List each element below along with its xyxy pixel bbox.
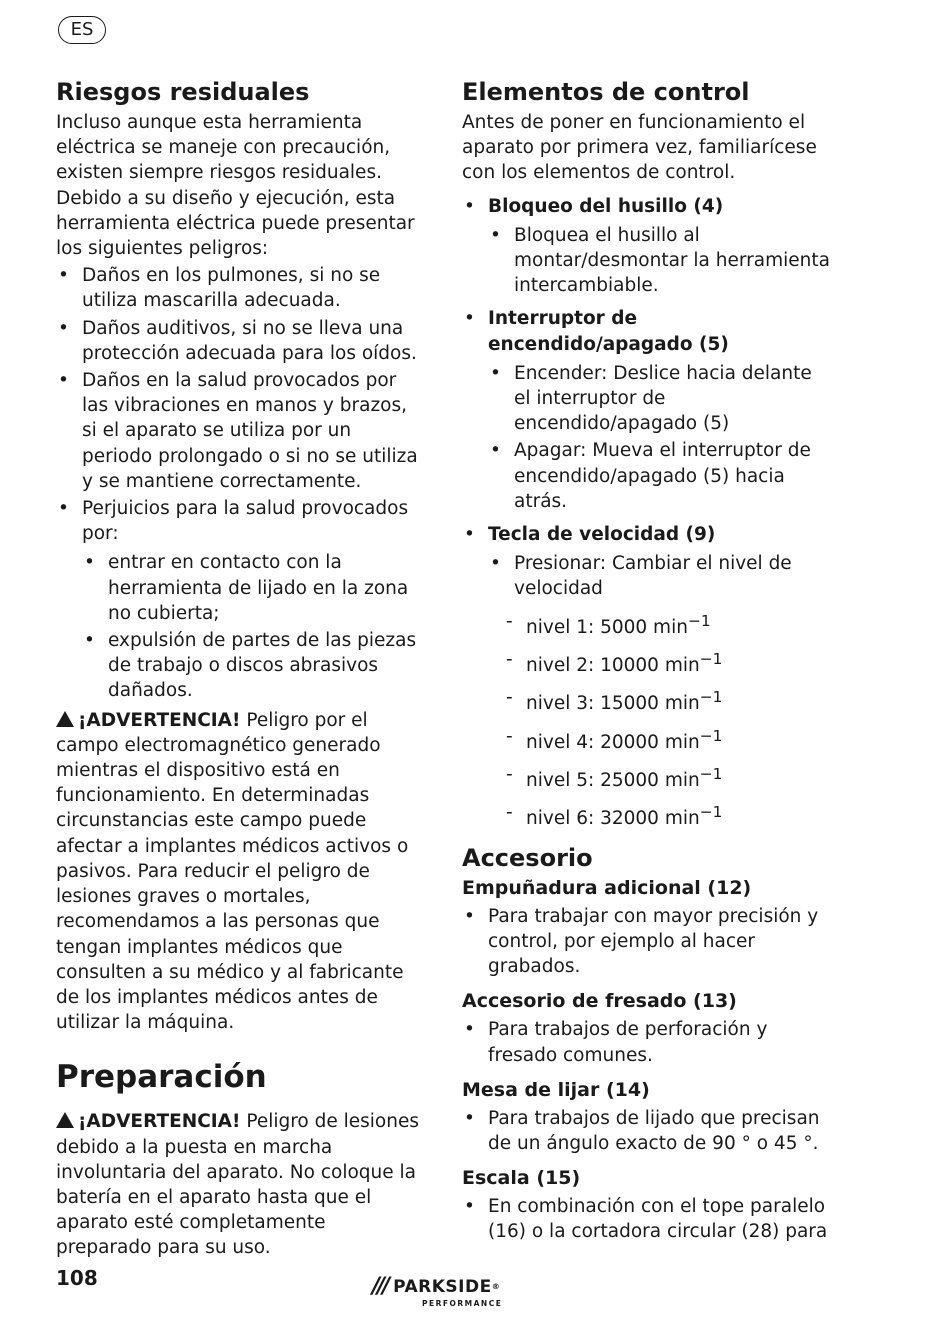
control-interruptor — [462, 306, 834, 514]
speed-level-text: nivel 6: 32000 min — [526, 808, 700, 830]
list-item: • Daños en la salud provocados por las vibraciones en manos y brazos, si el aparato se utiliza por un periodo prolongado o si no se utiliza y se mantiene correctamente. — [56, 368, 426, 494]
control-sublist — [488, 223, 834, 299]
language-badge: ES — [58, 16, 106, 44]
list-item-text: Perjuicios para la salud provocados por: — [82, 498, 409, 545]
controls-list — [462, 194, 834, 602]
list-item: • Para trabajar con mayor precisión y control, por ejemplo al hacer grabados. — [462, 904, 834, 980]
list-item: • Bloquea el husillo al montar/desmontar la herramienta intercambiable. — [488, 223, 834, 299]
warning-label: ¡ADVERTENCIA! — [78, 1111, 241, 1133]
right-column — [462, 76, 834, 1246]
warning-text: Peligro por el campo electromagnético generado mientras el dispositivo está en funcionamiento. En determinadas circunstancias este campo puede afectar a implantes médicos activos o pasivos. Para reducir el peligro de lesiones graves o mortales, recomendamos a las personas que tengan implantes médicos que consulten a su médico y al fabricante de los implantes médicos antes de utilizar la máquina. — [56, 709, 409, 1034]
warning-startup — [56, 1109, 426, 1260]
subheading-fresado: Accesorio de fresado (13) — [462, 990, 737, 1013]
speed-level — [462, 724, 834, 755]
list-item: • entrar en contacto con la herramienta de lijado en la zona no cubierta; — [82, 550, 426, 626]
speed-level-text: nivel 5: 25000 min — [526, 770, 700, 792]
speed-level — [462, 800, 834, 831]
brand-text: PARKSIDE — [393, 1277, 492, 1297]
logo-subbrand: PERFORMANCE — [422, 1299, 503, 1308]
heading-preparacion: Preparación — [56, 1059, 267, 1096]
speed-level — [462, 762, 834, 793]
speed-level-text: nivel 2: 10000 min — [526, 655, 700, 677]
control-title: Bloqueo del husillo (4) — [488, 195, 724, 217]
exponent: −1 — [699, 688, 723, 707]
riesgos-intro: Incluso aunque esta herramienta eléctrica se maneje con precaución, existen siempre riesgos residuales. Debido a su diseño y ejecución, esta herramienta eléctrica puede presentar los siguientes peligros: — [56, 112, 415, 260]
speed-level — [462, 647, 834, 678]
list-item: • En combinación con el tope paralelo (16) o la cortadora circular (28) para — [462, 1194, 834, 1244]
registered-mark: ® — [491, 1282, 501, 1291]
control-bloqueo — [462, 194, 834, 299]
control-title: Interruptor de encendido/apagado (5) — [488, 308, 729, 355]
speed-level — [462, 685, 834, 716]
list-item: • Para trabajos de lijado que precisan de un ángulo exacto de 90 ° o 45 °. — [462, 1106, 834, 1156]
warning-text: Peligro de lesiones debido a la puesta en marcha involuntaria del aparato. No coloque la batería en el aparato hasta que el aparato esté completamente preparado para su uso. — [56, 1111, 419, 1259]
speed-level-text: nivel 1: 5000 min — [526, 616, 688, 638]
logo-slashes-icon: /// — [372, 1274, 388, 1299]
exponent: −1 — [699, 803, 723, 822]
speed-levels-list — [462, 609, 834, 832]
list-item: • expulsión de partes de las piezas de trabajo o discos abrasivos dañados. — [82, 628, 426, 704]
left-column — [56, 76, 426, 1261]
page-number: 108 — [56, 1266, 98, 1290]
elementos-intro: Antes de poner en funcionamiento el aparato por primera vez, familiarícese con los elementos de control. — [462, 112, 817, 184]
control-title: Tecla de velocidad (9) — [488, 524, 716, 546]
mesa-list — [462, 1106, 834, 1156]
parkside-logo — [372, 1274, 503, 1308]
list-item: • Apagar: Mueva el interruptor de encendido/apagado (5) hacia atrás. — [488, 438, 834, 514]
heading-elementos: Elementos de control — [462, 78, 750, 106]
logo-brand — [393, 1276, 500, 1298]
fresado-list — [462, 1017, 834, 1067]
list-item: • Encender: Deslice hacia delante el interruptor de encendido/apagado (5) — [488, 361, 834, 437]
exponent: −1 — [699, 765, 723, 784]
speed-level-text: nivel 3: 15000 min — [526, 693, 700, 715]
subheading-escala: Escala (15) — [462, 1167, 581, 1190]
heading-accesorio: Accesorio — [462, 843, 593, 872]
control-sublist — [488, 551, 834, 601]
exponent: −1 — [687, 611, 711, 630]
control-sublist — [488, 361, 834, 514]
control-tecla — [462, 522, 834, 602]
exponent: −1 — [699, 650, 723, 669]
riesgos-list — [56, 263, 426, 703]
list-item: • Para trabajos de perforación y fresado comunes. — [462, 1017, 834, 1067]
list-item: • Daños en los pulmones, si no se utiliza mascarilla adecuada. — [56, 263, 426, 313]
perjuicios-sublist — [82, 550, 426, 703]
heading-riesgos: Riesgos residuales — [56, 78, 310, 106]
subheading-empunadura: Empuñadura adicional (12) — [462, 876, 752, 899]
speed-level-text: nivel 4: 20000 min — [526, 731, 700, 753]
warning-label: ¡ADVERTENCIA! — [78, 709, 241, 731]
speed-level — [462, 609, 834, 640]
warning-triangle-icon — [56, 1112, 74, 1128]
escala-list — [462, 1194, 834, 1244]
list-item: • Daños auditivos, si no se lleva una protección adecuada para los oídos. — [56, 316, 426, 366]
empunadura-list — [462, 904, 834, 980]
list-item: • Presionar: Cambiar el nivel de velocidad — [488, 551, 834, 601]
subheading-mesa: Mesa de lijar (14) — [462, 1078, 650, 1101]
warning-triangle-icon — [56, 711, 74, 727]
list-item — [56, 496, 426, 704]
warning-electromagnetic — [56, 708, 426, 1036]
exponent: −1 — [699, 726, 723, 745]
